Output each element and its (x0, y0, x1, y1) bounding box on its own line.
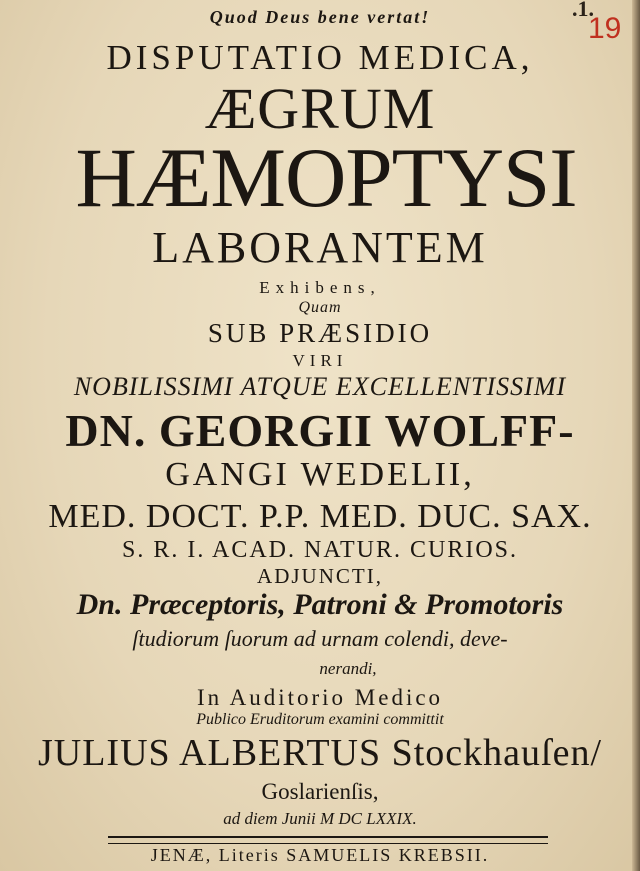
imprint-divider-rule (108, 836, 548, 844)
invocation-line: Quod Deus bene vertat! (209, 7, 431, 27)
epithet-line: NOBILISSIMI ATQUE EXCELLENTISSIMI (73, 372, 567, 401)
subject-line-2: HÆMOPTYSI (75, 131, 577, 225)
praeses-name-line-1: DN. GEORGII WOLFF- (65, 405, 575, 456)
committit-line: Publico Eruditorum examini committit (196, 711, 444, 728)
viri-line: VIRI (292, 351, 348, 370)
corner-ink-mark: .1. (572, 0, 594, 21)
adjuncti-line: ADJUNCTI, (257, 564, 383, 588)
imprint-line: JENÆ, Literis SAMUELIS KREBSII. (150, 845, 490, 865)
praeses-name-line-2: GANGI WEDELII, (165, 456, 475, 493)
exhibens-line: Exhibens, (259, 278, 381, 297)
handwritten-shelfmark: 19 (588, 12, 622, 45)
genre-line: DISPUTATIO MEDICA, (106, 38, 534, 77)
praeses-titles-line-1: MED. DOCT. P.P. MED. DUC. SAX. (48, 498, 592, 535)
studiorum-line-1: ſtudiorum ſuorum ad urnam colendi, deve- (132, 626, 508, 651)
date-line: ad diem Junii M DC LXXIX. (223, 809, 417, 828)
auditorio-line: In Auditorio Medico (196, 685, 444, 710)
studiorum-line-2: nerandi, (319, 659, 377, 678)
praesidio-line: SUB PRÆSIDIO (207, 318, 433, 348)
subject-line-3: LABORANTEM (152, 223, 488, 272)
quam-line: Quam (298, 299, 342, 316)
respondent-name-line: JULIUS ALBERTUS Stockhauſen/ (37, 732, 603, 774)
honorifics-line: Dn. Præceptoris, Patroni & Promotoris (76, 588, 564, 621)
respondent-origin-line: Goslarienſis, (261, 779, 379, 804)
praeses-titles-line-2: S. R. I. ACAD. NATUR. CURIOS. (121, 537, 519, 563)
subject-line-1: ÆGRUM (204, 76, 436, 141)
